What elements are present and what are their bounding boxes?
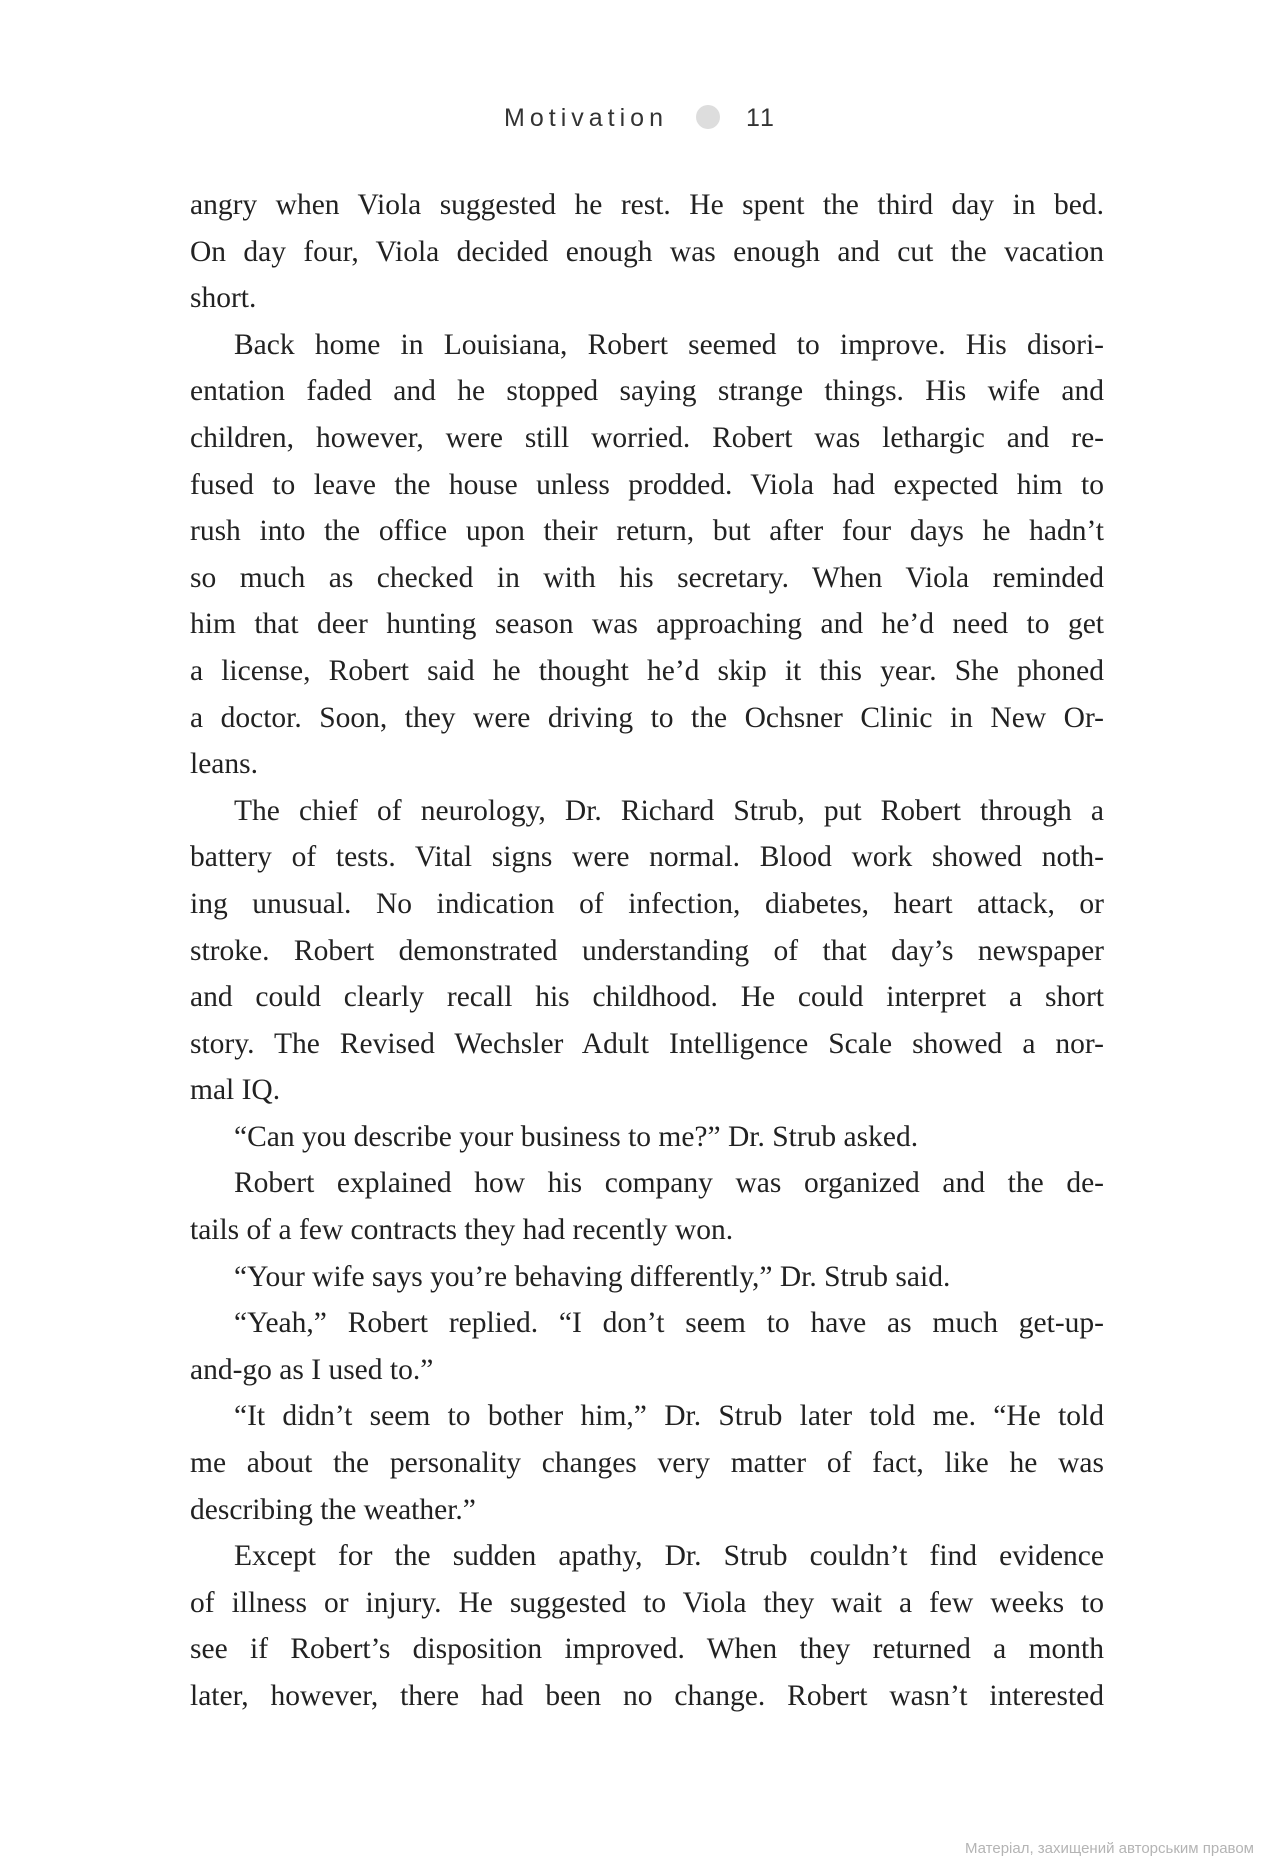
text-line: see if Robert’s disposition improved. When they returned a month [190,1633,1104,1666]
text-line: so much as checked in with his secretary. When Viola reminded [190,561,1104,594]
running-title: Motivation [504,104,668,132]
text-line: fused to leave the house unless prodded. Viola had expected him to [190,468,1104,501]
text-line: entation faded and he stopped saying strange things. His wife and [190,375,1104,408]
text-line: children, however, were still worried. Robert was lethargic and re- [190,421,1104,454]
text-line: and could clearly recall his childhood. He could interpret a short [190,981,1104,1014]
text-line: tails of a few contracts they had recently won. [190,1214,734,1247]
text-line: story. The Revised Wechsler Adult Intelligence Scale showed a nor- [190,1027,1104,1060]
text-line: later, however, there had been no change. Robert wasn’t interested [190,1680,1104,1712]
text-line: a doctor. Soon, they were driving to the Ochsner Clinic in New Or- [190,701,1104,734]
text-line: a license, Robert said he thought he’d skip it this year. She phoned [190,654,1104,687]
text-line: Back home in Louisiana, Robert seemed to improve. His disori- [234,328,1104,361]
text-line: “Your wife says you’re behaving differently,” Dr. Strub said. [234,1260,951,1293]
text-line: describing the weather.” [190,1493,476,1526]
text-line: leans. [190,748,258,781]
text-line: angry when Viola suggested he rest. He spent the third day in bed. [190,189,1104,221]
text-line: “Can you describe your business to me?” Dr. Strub asked. [234,1120,919,1153]
text-line: stroke. Robert demonstrated understanding of that day’s newspaper [190,934,1104,967]
text-line: Robert explained how his company was organized and the de- [234,1167,1104,1200]
text-line: Except for the sudden apathy, Dr. Strub couldn’t find evidence [234,1540,1104,1573]
text-line: and-go as I used to.” [190,1353,434,1386]
text-line: mal IQ. [190,1074,281,1107]
text-line: On day four, Viola decided enough was enough and cut the vacation [190,235,1104,268]
text-line: him that deer hunting season was approaching and he’d need to get [190,608,1104,641]
running-head [0,104,1280,133]
text-line: me about the personality changes very matter of fact, like he was [190,1447,1104,1480]
page-number: 11 [746,104,776,132]
text-line: rush into the office upon their return, but after four days he hadn’t [190,515,1104,548]
header-dot-ornament [696,105,720,129]
text-line: The chief of neurology, Dr. Richard Strub, put Robert through a [234,794,1104,827]
copyright-watermark: Матеріал, захищений авторським правом [964,1840,1254,1857]
text-line: “Yeah,” Robert replied. “I don’t seem to have as much get-up- [234,1307,1104,1340]
text-line: of illness or injury. He suggested to Viola they wait a few weeks to [190,1586,1104,1619]
text-line: ing unusual. No indication of infection, diabetes, heart attack, or [190,887,1104,920]
body-text [190,182,1104,1720]
text-line: “It didn’t seem to bother him,” Dr. Strub later told me. “He told [234,1400,1104,1433]
text-line: battery of tests. Vital signs were normal. Blood work showed noth- [190,841,1104,874]
text-line: short. [190,282,257,315]
